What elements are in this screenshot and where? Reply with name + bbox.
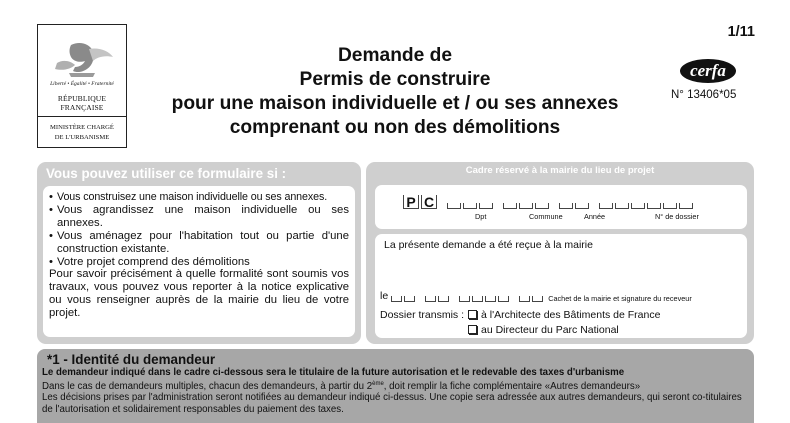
- section-bold-line: Le demandeur indiqué dans le cadre ci-dessous sera le titulaire de la future autorisation et le redevable des taxes d'urbanisme: [42, 367, 625, 378]
- label-annee: Année: [584, 212, 606, 221]
- section-title: *1 - Identité du demandeur: [47, 352, 216, 367]
- mairie-heading: Cadre réservé à la mairie du lieu de projet: [465, 165, 655, 176]
- option-abf[interactable]: à l'Architecte des Bâtiments de France: [468, 308, 660, 322]
- usage-paragraph: Pour savoir précisément à quelle formalité sont soumis vos travaux, vous pouvez vous reporter à la notice explicative ou vous renseigner auprès de la mairie du lieu de votre projet.: [49, 268, 349, 320]
- digit-cell[interactable]: [503, 203, 517, 209]
- dossier-number-box: [375, 185, 747, 229]
- label-commune: Commune: [529, 212, 563, 221]
- date-cell[interactable]: [485, 296, 496, 302]
- form-title: Demande de Permis de construire pour une maison individuelle et / ou ses annexes comprenant ou non des démolitions: [171, 45, 619, 138]
- date-cell[interactable]: [404, 296, 415, 302]
- date-cell[interactable]: [425, 296, 436, 302]
- usage-bullet: • Vous construisez une maison individuelle ou ses annexes.: [49, 191, 328, 203]
- date-cell[interactable]: [438, 296, 449, 302]
- date-cell[interactable]: [472, 296, 483, 302]
- digit-cell[interactable]: [559, 203, 573, 209]
- received-text: La présente demande a été reçue à la mairie: [384, 239, 593, 251]
- reception-date-field[interactable]: [380, 290, 692, 302]
- section-line-3: Les décisions prises par l'administration seront notifiées au demandeur indiqué ci-dessus. Une copie sera adressée aux autres demandeurs, qui seront co-titulaires de l'autorisation et solidairement responsables du paiement des taxes.: [42, 392, 742, 415]
- digit-cell[interactable]: [575, 203, 589, 209]
- digit-cell[interactable]: [479, 203, 493, 209]
- option-parc[interactable]: au Directeur du Parc National: [468, 323, 619, 337]
- cerfa-logo: cerfa: [680, 59, 736, 83]
- le-label: le: [380, 290, 389, 302]
- pc-letter: C: [421, 195, 437, 209]
- date-cell[interactable]: [459, 296, 470, 302]
- digit-cell[interactable]: [679, 203, 693, 209]
- usage-bullet: • Vous agrandissez une maison individuelle ou ses annexes.: [49, 203, 349, 229]
- date-cell[interactable]: [532, 296, 543, 302]
- label-dpt: Dpt: [475, 212, 487, 221]
- page-number: 1/11: [727, 24, 755, 40]
- parc-checkbox[interactable]: [468, 325, 477, 334]
- marianne-icon: [49, 39, 115, 79]
- digit-cell[interactable]: [663, 203, 677, 209]
- section-line-2: Dans le cas de demandeurs multiples, chacun des demandeurs, à partir du 2ème, doit remplir la fiche complémentaire «Autres demandeurs»: [42, 380, 641, 392]
- digit-cell[interactable]: [463, 203, 477, 209]
- ministry-name: MINISTÈRE CHARGÉ DE L'URBANISME: [50, 124, 114, 141]
- usage-panel: [37, 162, 361, 344]
- digit-cell[interactable]: [519, 203, 533, 209]
- usage-bullet: • Votre projet comprend des démolitions: [49, 255, 250, 268]
- transmis-label: Dossier transmis :: [380, 309, 465, 321]
- cerfa-number: N° 13406*05: [671, 89, 737, 101]
- cachet-label: Cachet de la mairie et signature du receveur: [548, 294, 692, 303]
- date-cell[interactable]: [498, 296, 509, 302]
- digit-cell[interactable]: [599, 203, 613, 209]
- reception-box: [375, 234, 747, 338]
- mairie-panel: [366, 162, 754, 344]
- usage-heading: Vous pouvez utiliser ce formulaire si :: [46, 166, 287, 181]
- digit-cell[interactable]: [535, 203, 549, 209]
- pc-letter: P: [403, 195, 419, 209]
- republic-logo: [37, 24, 127, 148]
- digit-cell[interactable]: [647, 203, 661, 209]
- section-identite: [37, 349, 754, 423]
- label-dossier: N° de dossier: [655, 212, 699, 221]
- dossier-number-field[interactable]: [403, 193, 695, 209]
- date-cell[interactable]: [519, 296, 530, 302]
- digit-cell[interactable]: [615, 203, 629, 209]
- digit-cell[interactable]: [447, 203, 461, 209]
- dossier-transmis: [380, 308, 661, 336]
- usage-body: [43, 186, 355, 337]
- republic-name: RÉPUBLIQUE FRANÇAISE: [57, 94, 107, 112]
- abf-checkbox[interactable]: [468, 310, 477, 319]
- usage-bullet: • Vous aménagez pour l'habitation tout ou partie d'une construction existante.: [49, 229, 349, 255]
- digit-cell[interactable]: [631, 203, 645, 209]
- republic-motto: Liberté • Égalité • Fraternité: [50, 81, 114, 87]
- date-cell[interactable]: [391, 296, 402, 302]
